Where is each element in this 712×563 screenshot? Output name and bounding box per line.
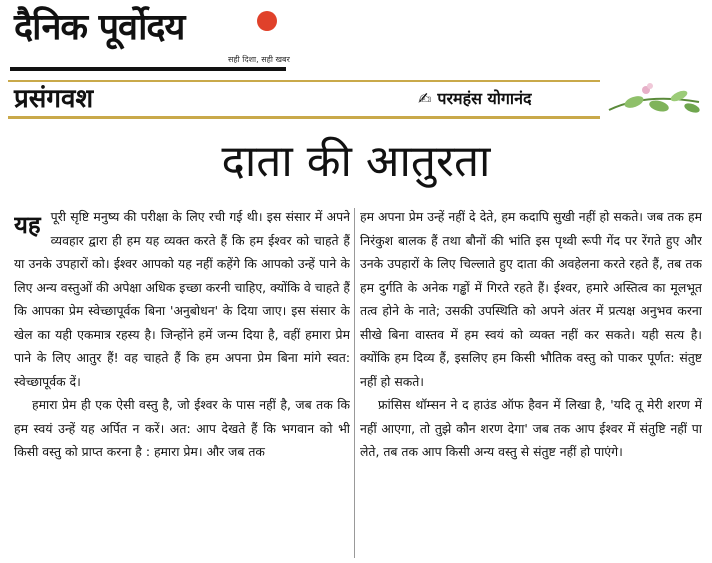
masthead: [0, 0, 712, 76]
article-column-right: [360, 205, 702, 560]
article-paragraph: हमारा प्रेम ही एक ऐसी वस्तु है, जो ईश्वर के पास नहीं है, जब तक कि हम स्वयं उन्हें यह अर्पित न करें। अत: आप देखते हैं कि भगवान को भी किसी वस्तु को प्राप्त करना है : हमारा प्रेम। और जब तक: [14, 397, 350, 459]
section-rule-bottom: [8, 116, 600, 119]
article-headline: दाता की आतुरता: [221, 136, 491, 187]
logo-dot-icon: [257, 11, 277, 31]
dropcap: यह: [14, 211, 41, 239]
article-column-left: [14, 205, 350, 560]
leaf-decoration-icon: [604, 80, 704, 120]
masthead-tagline: सही दिशा, सही खबर: [228, 55, 290, 64]
column-divider: [354, 208, 355, 558]
pen-icon: ✍: [418, 89, 432, 108]
author-name: परमहंस योगानंद: [437, 89, 532, 108]
section-rule-top: [8, 80, 600, 82]
masthead-rule: [10, 67, 286, 71]
article-paragraph: हम अपना प्रेम उन्हें नहीं दे देते, हम कदापि सुखी नहीं हो सकते। जब तक हम निरंकुश बालक हैं तथा बौनों की भांति इस पृथ्वी रूपी गेंद पर रेंगते हुए और उनके उपहारों के लिए चिल्लाते हुए दाता की अवहेलना करते रहते हैं, तब तक हम दुर्गति के अनेक गड्ढों में गिरते रहते हैं। ईश्वर, हमारे अस्तित्व का मूलभूत तत्व होने के नाते; उसकी उपस्थिति को अपने अंतर में प्रत्यक्ष अनुभव करना सीखे बिना वास्तव में हम स्वयं को व्यक्त नहीं कर सकते। यही सत्य है। क्योंकि हम दिव्य हैं, इसलिए हम किसी भौतिक वस्तु को पाकर पूर्णत: संतुष्ट नहीं हो सकते।: [360, 209, 702, 389]
section-title: प्रसंगवश: [14, 84, 94, 114]
article-paragraph: फ्रांसिस थॉम्सन ने द हाउंड ऑफ हैवन में लिखा है, 'यदि तू मेरी शरण में नहीं आएगा, तो तुझे कौन शरण देगा' जब तक आप ईश्वर में संतुष्टि नहीं पा लेते, तब तक आप किसी अन्य वस्तु से संतुष्ट नहीं हो पाएंगे।: [360, 397, 702, 459]
author-byline: [418, 88, 531, 110]
newspaper-logo[interactable]: दैनिक पूर्वोदय: [14, 7, 185, 48]
article-paragraph: पूरी सृष्टि मनुष्य की परीक्षा के लिए रची गई थी। इस संसार में अपने व्यवहार द्वारा ही हम यह व्यक्त करते हैं कि हम ईश्वर को चाहते हैं या उनके उपहारों को। ईश्वर आपको यह नहीं कहेंगे कि आपको उन्हें पाने के लिए अन्य वस्तुओं की अपेक्षा अधिक इच्छा करनी चाहिए, क्योंकि वे चाहते हैं कि आपका प्रेम स्वेच्छापूर्वक बिना 'अनुबोधन' के दिया जाए। इस संसार के खेल का यही एकमात्र रहस्य है। जिन्होंने हमें जन्म दिया है, वहीं हमारा प्रेम पाने के लिए आतुर हैं! वह चाहते हैं कि हम अपना प्रेम बिना मांगे स्वत: स्वेच्छापूर्वक दें।: [14, 209, 350, 389]
section-bar: [0, 80, 712, 124]
